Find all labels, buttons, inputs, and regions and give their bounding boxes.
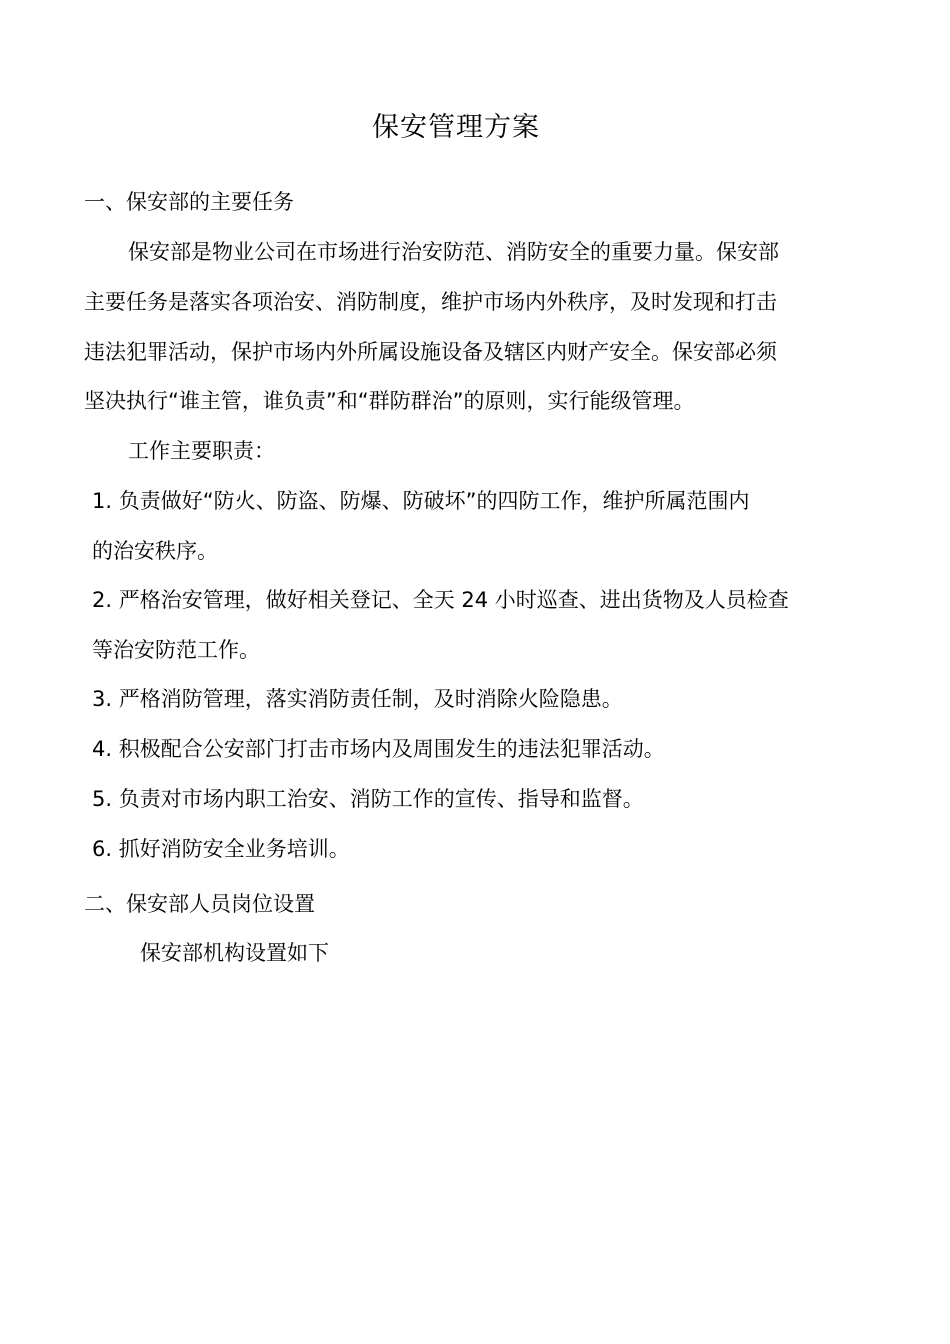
section-2-intro: 保安部机构设置如下 — [140, 941, 329, 965]
duty-item: 6. 抓好消防安全业务培训。 — [92, 837, 350, 861]
duty-item: 3. 严格消防管理，落实消防责任制，及时消除火险隐患。 — [92, 687, 623, 711]
duty-item: 2. 严格治安管理，做好相关登记、全天 24 小时巡查、进出货物及人员检查 — [92, 588, 789, 612]
duty-item: 5. 负责对市场内职工治安、消防工作的宣传、指导和监督。 — [92, 787, 644, 811]
duty-item-continuation: 等治安防范工作。 — [92, 638, 260, 662]
paragraph-line: 坚决执行“谁主管，谁负责”和“群防群治”的原则，实行能级管理。 — [84, 389, 695, 413]
document-title: 保安管理方案 — [372, 112, 540, 143]
paragraph-line: 保安部是物业公司在市场进行治安防范、消防安全的重要力量。保安部 — [128, 240, 779, 264]
paragraph-line: 违法犯罪活动，保护市场内外所属设施设备及辖区内财产安全。保安部必须 — [84, 340, 777, 364]
section-2-heading: 二、保安部人员岗位设置 — [84, 892, 315, 916]
section-1-heading: 一、保安部的主要任务 — [84, 190, 294, 214]
duty-item: 1. 负责做好“防火、防盗、防爆、防破坏”的四防工作，维护所属范围内 — [92, 489, 750, 513]
duty-item: 4. 积极配合公安部门打击市场内及周围发生的违法犯罪活动。 — [92, 737, 665, 761]
duties-label: 工作主要职责： — [128, 439, 275, 463]
duty-item-continuation: 的治安秩序。 — [92, 539, 218, 563]
paragraph-line: 主要任务是落实各项治安、消防制度，维护市场内外秩序，及时发现和打击 — [84, 290, 777, 314]
